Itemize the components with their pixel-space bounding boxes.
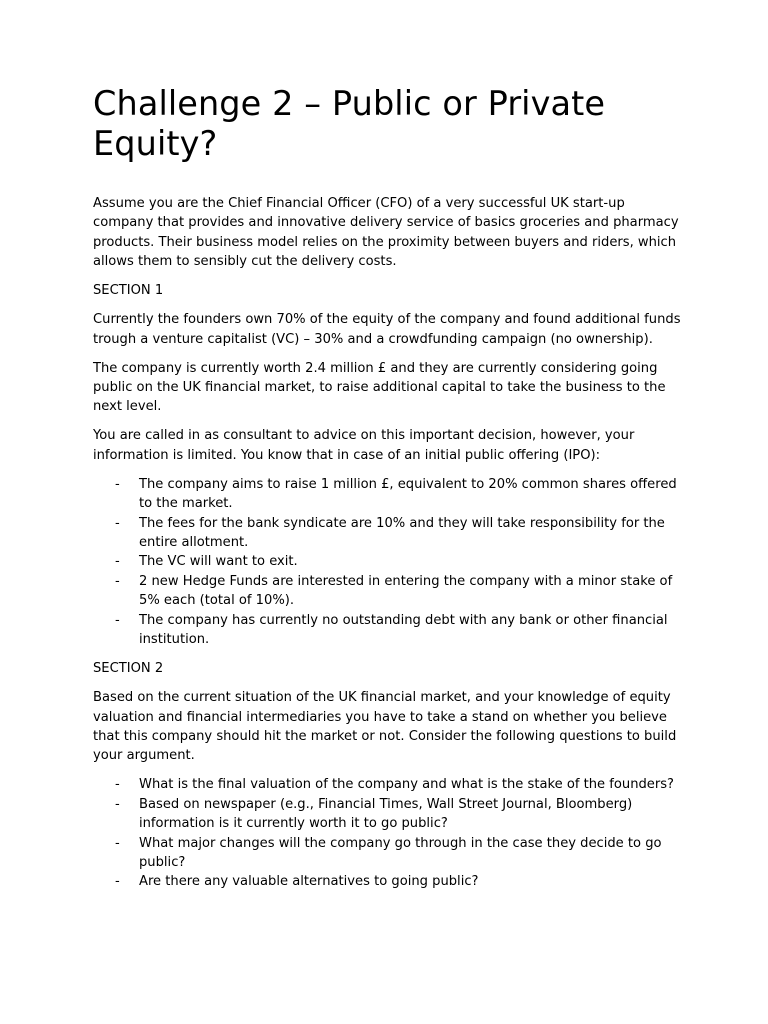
document-page [93, 84, 683, 901]
list-item-text: The VC will want to exit. [139, 554, 298, 570]
section-1-paragraph-2: The company is currently worth 2.4 million £ and they are currently considering going public on the UK financial market, to raise additional capital to take the business to the next level. [93, 360, 666, 415]
list-item-text: Are there any valuable alternatives to going public? [139, 874, 479, 890]
list-item-text: 2 new Hedge Funds are interested in entering the company with a minor stake of 5% each (total of 10%). [139, 573, 673, 609]
bullet-dash: - [115, 835, 120, 851]
list-item [93, 834, 683, 873]
document-title: Challenge 2 – Public or Private Equity? [93, 84, 606, 163]
bullet-dash: - [115, 554, 120, 570]
bullet-dash: - [115, 515, 120, 531]
list-item-text: The company aims to raise 1 million £, equivalent to 20% common shares offered to the market. [139, 476, 677, 512]
list-item [93, 795, 683, 834]
list-item-text: What is the final valuation of the company and what is the stake of the founders? [139, 777, 675, 793]
section-1-paragraph-3: You are called in as consultant to advice on this important decision, however, your information is limited. You know that in case of an initial public offering (IPO): [93, 428, 635, 463]
section-2-paragraph: Based on the current situation of the UK financial market, and your knowledge of equity valuation and financial intermediaries you have to take a stand on whether you believe that this company should hit the market or not. Consider the following questions to build your argument. [93, 690, 677, 764]
list-item-text: The fees for the bank syndicate are 10% and they will take responsibility for the entire allotment. [139, 515, 665, 551]
list-item-text: Based on newspaper (e.g., Financial Times, Wall Street Journal, Bloomberg) information is it currently worth it to go public? [139, 796, 633, 832]
section-1-paragraph-1: Currently the founders own 70% of the equity of the company and found additional funds trough a venture capitalist (VC) – 30% and a crowdfunding campaign (no ownership). [93, 312, 681, 347]
bullet-dash: - [115, 612, 120, 628]
section-2-question-list [93, 775, 683, 891]
list-item-text: What major changes will the company go through in the case they decide to go public? [139, 835, 662, 870]
bullet-dash: - [115, 796, 120, 812]
list-item [93, 872, 683, 891]
list-item [93, 552, 683, 571]
list-item [93, 514, 683, 553]
list-item [93, 775, 683, 794]
bullet-dash: - [115, 573, 120, 589]
intro-paragraph: Assume you are the Chief Financial Officer (CFO) of a very successful UK start-up company that provides and innovative delivery service of basics groceries and pharmacy products. Their business model relies on the proximity between buyers and riders, which allows them to sensibly cut the delivery costs. [93, 196, 679, 270]
list-item [93, 611, 683, 650]
list-item [93, 572, 683, 611]
list-item-text: The company has currently no outstanding debt with any bank or other financial institution. [139, 612, 668, 648]
section-2-heading: SECTION 2 [93, 661, 164, 677]
bullet-dash: - [115, 777, 120, 793]
list-item [93, 475, 683, 514]
bullet-dash: - [115, 874, 120, 890]
section-1-heading: SECTION 1 [93, 283, 164, 299]
bullet-dash: - [115, 476, 120, 492]
section-1-bullet-list [93, 475, 683, 650]
